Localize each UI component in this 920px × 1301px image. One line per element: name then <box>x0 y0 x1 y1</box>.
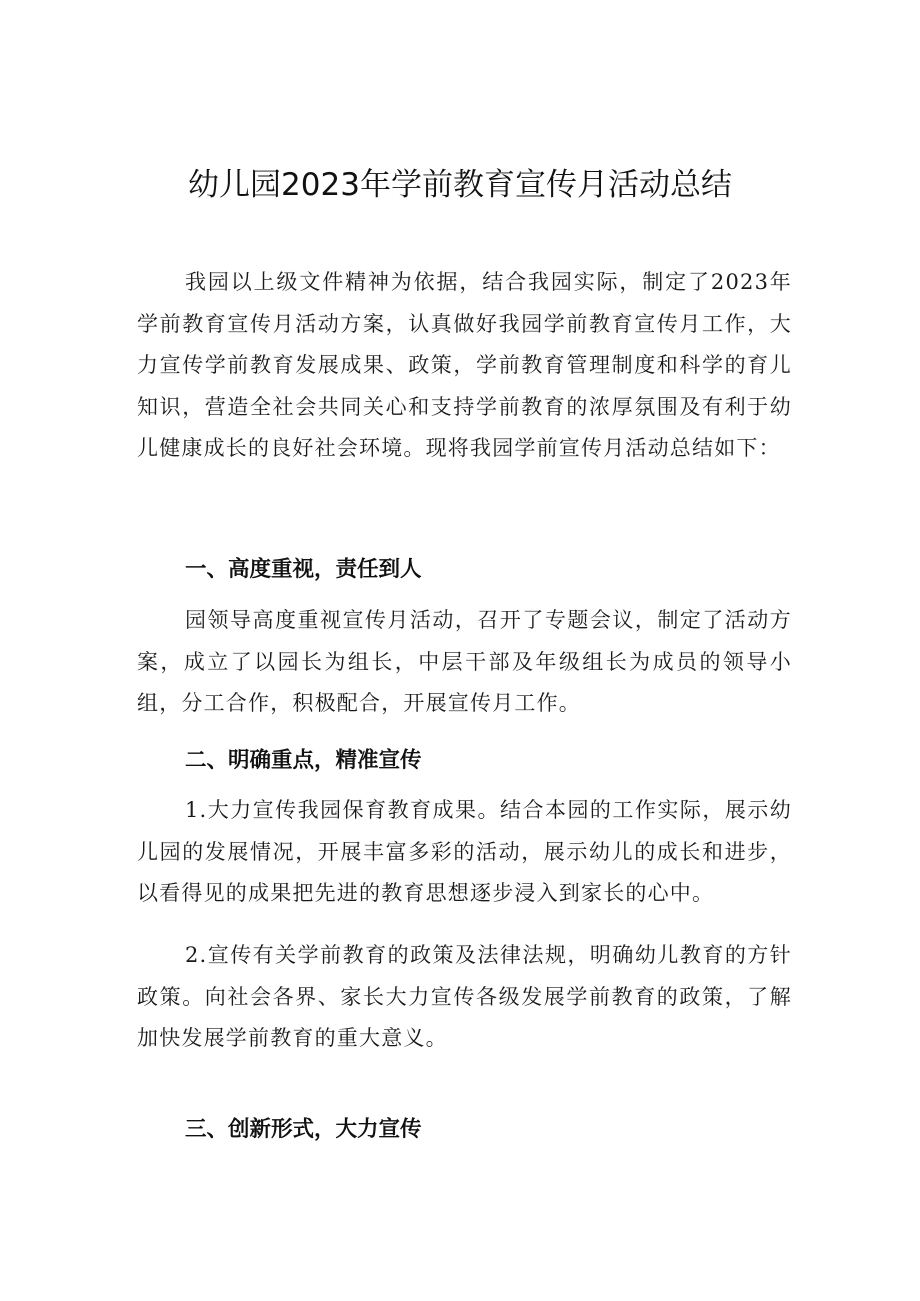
section-heading-2: 二、明确重点，精准宣传 <box>185 748 422 773</box>
intro-paragraph: 我园以上级文件精神为依据，结合我园实际，制定了2023年学前教育宣传月活动方案，认真做好我园学前教育宣传月工作，大力宣传学前教育发展成果、政策，学前教育管理制度和科学的育儿知识，营造全社会共同关心和支持学前教育的浓厚氛围及有利于幼儿健康成长的良好社会环境。现将我园学前宣传月活动总结如下： <box>137 270 792 460</box>
section-2-paragraph-2: 2.宣传有关学前教育的政策及法律法规，明确幼儿教育的方针政策。向社会各界、家长大力宣传各级发展学前教育的政策，了解加快发展学前教育的重大意义。 <box>137 943 792 1050</box>
document-title: 幼儿园2023年学前教育宣传月活动总结 <box>188 167 732 203</box>
section-heading-3: 三、创新形式，大力宣传 <box>185 1117 422 1142</box>
section-1-paragraph: 园领导高度重视宣传月活动，召开了专题会议，制定了活动方案，成立了以园长为组长，中层干部及年级组长为成员的领导小组，分工合作，积极配合，开展宣传月工作。 <box>137 608 792 715</box>
section-heading-1: 一、高度重视，责任到人 <box>185 557 422 582</box>
section-2-paragraph-1: 1.大力宣传我园保育教育成果。结合本园的工作实际，展示幼儿园的发展情况，开展丰富多彩的活动，展示幼儿的成长和进步，以看得见的成果把先进的教育思想逐步浸入到家长的心中。 <box>137 798 792 905</box>
